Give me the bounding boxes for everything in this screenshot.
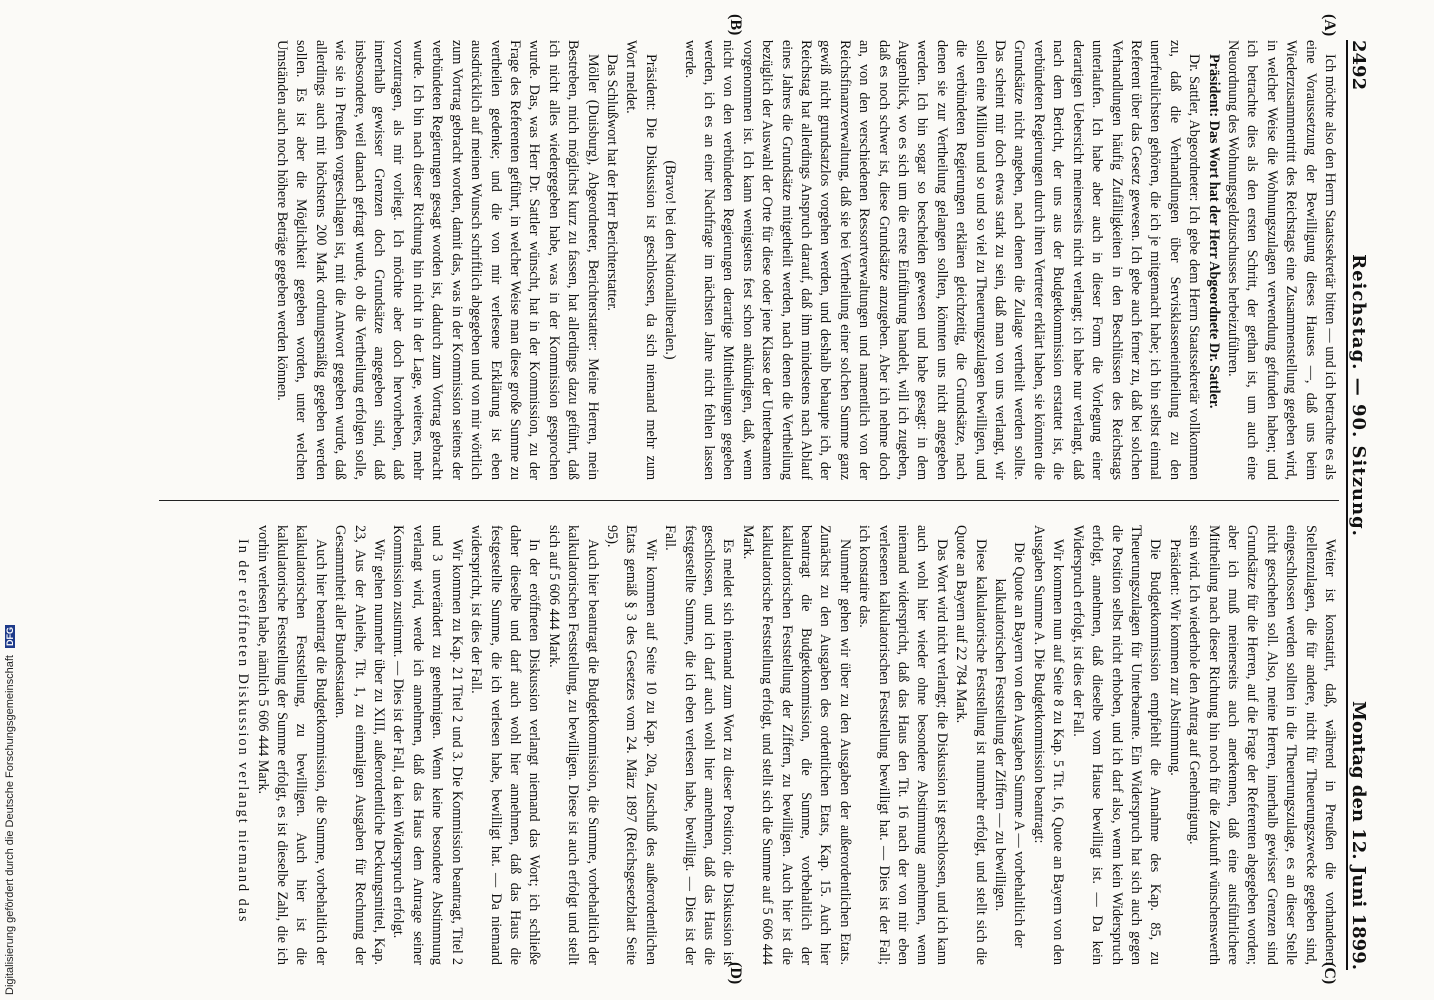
paragraph: Ich möchte also den Herrn Staatssekretär bitten — und ich betrachte es als eine Voraussetzung der Bewilligung dieses Hauses —, daß uns beim Wiederzusammentritt des Reichstags eine Zusammenstellung gegeben wird, in welcher Weise die Wohnungszulagen verwendung gefunden haben; und ich betrachte dies als den ersten Schritt, der gethan ist, um auch eine Neuordnung des Wohnungsgeldzuschusses herbeizuführen. xyxy=(1224,40,1338,480)
page-number: 2492 xyxy=(1348,40,1369,91)
paragraph: (Bravo! bei den Nationalliberalen.) xyxy=(662,160,679,360)
paragraph: Präsident: Die Diskussion ist geschlossen, da sich niemand mehr zum Wort meldet. xyxy=(623,40,659,480)
paragraph: Präsident: Das Wort hat der Herr Abgeordnete Dr. Sattler. xyxy=(1205,54,1222,409)
page-header xyxy=(1346,40,1374,970)
paragraph: Das Schlußwort hat der Herr Berichterstatter. xyxy=(603,54,620,311)
paragraph: Dr. Sattler, Abgeordneter: Ich gebe dem Herrn Staatssekretär vollkommen zu, daß die Verhandlungen über Servisklasseneintheilung zu den unerfreulichsten gehören, die ich je mitgemacht habe; ich bin selbst einmal Referent über das Gesetz gewesen. Ich gebe auch ferner zu, daß bei solchen Verhandlungen häufig Zufälligkeiten in den Beschlüssen des Reichstags unterlaufen. Ich habe aber auch in dieser Form die Vorlegung einer derartigen Uebersicht meinerseits nicht verlangt; ich habe nur verlangt, daß nach dem Bericht, der uns aus der Budgetkommission erstattet ist, die verbündeten Regierungen durch ihren Vertreter erklärt haben, sie könnten die Grundsätze nicht angeben, nach denen die Zulage vertheilt werden sollte. Das scheint mir doch etwas stark zu sein, daß man von uns verlangt, wir sollen eine Million und so und so viel zu Theuerungszulagen bewilligen, und die verbündeten Regierungen erklären gleichzeitig, die Grundsätze, nach denen sie zur Vertheilung gelangen sollten, könnten uns nicht angegeben werden. Ich bin sogar so bescheiden gewesen und habe gesagt: in dem Augenblick, wo es sich um die erste Einführung handelt, will ich zugeben, daß es noch schwer ist, diese Grundsätze anzugeben. Aber ich nehme doch an, von den verschiedenen Ressortverwaltungen und namentlich von der Reichsfinanzverwaltung, daß sie bei Vertheilung einer solchen Summe ganz gewiß nicht grundsatzlos vorgehen werden, und deshalb behaupte ich, der Reichstag hat allerdings Anspruch darauf, daß ihm mindestens nach Ablauf eines Jahres die Grundsätze mitgetheilt werden, nach denen die Vertheilung bezüglich der Auswahl der Orte für diese oder jene Klasse der Unterbeamten vorgenommen ist. Ich kann wenigstens fest schon ankündigen, daß, wenn nicht von den verbündeten Regierungen derartige Mittheilungen gegeben werden, ich es an einer Nachfrage im nächsten Jahre nicht fehlen lassen werde. xyxy=(681,40,1203,480)
paragraph: Das Wort wird nicht verlangt; die Diskussion ist geschlossen, und ich kann auch wohl hier wieder ohne besondere Abstimmung annehmen, wenn niemand widerspricht, daß das Haus den Tit. 16 nach der von mir eben verlesenen kalkulatorischen Feststellung bewilligt hat. — Dies ist der Fall; ich konstatire das. xyxy=(856,525,950,965)
dfg-logo: DFG xyxy=(5,626,15,646)
paragraph: Nunmehr gehen wir über zu den Ausgaben der außerordentlichen Etats. Zunächst zu den Ausgaben des ordentlichen Etats, Kap. 15. Auch hier beantragt die Budgetkommission, die Summe, vorbehaltlich der kalkulatorischen Feststellung der Ziffern, zu bewilligen. Auch hier ist die kalkulatorische Feststellung erfolgt, und stellt sich die Summe auf 5 606 444 Mark. xyxy=(739,525,853,965)
paragraph: Wir kommen zu Kap. 21 Titel 2 und 3. Die Kommission beantragt, Titel 2 und 3 unverändert zu genehmigen. Wenn keine besondere Abstimmung verlangt wird, werde ich annehmen, daß das Haus dem Antrage seiner Kommission zustimmt. — Dies ist der Fall, da kein Widerspruch erfolgt. xyxy=(390,525,465,965)
paragraph: Wir kommen auf Seite 10 zu Kap. 20a, Zuschuß des außerordentlichen Etats gemäß § 3 des Gesetzes vom 24. März 1897 (Reichsgesetzblatt Seite 95). xyxy=(603,525,659,965)
paragraph: Die Quote an Bayern von den Ausgaben Summe A — vorbehaltlich der kalkulatorischen Feststellung der Ziffern — zu bewilligen. xyxy=(992,542,1028,948)
margin-marker-b: (B) xyxy=(727,14,744,36)
paragraph: Wir gehen nunmehr über zu XIII, außerordentliche Deckungsmittel, Kap. 23, Aus der Anleihe, Tit. 1, zu einmaligen Ausgaben für Rechnung der Gesammtheit aller Bundesstaaten. xyxy=(332,525,388,965)
paragraph: Auch hier beantragt die Budgetkommission, die Summe, vorbehaltlich der kalkulatorischen Feststellung, zu bewilligen. Diese ist auch erfolgt und stellt sich auf 5 606 444 Mark. xyxy=(545,525,601,965)
margin-marker-a: (A) xyxy=(1321,14,1338,37)
column-divider xyxy=(159,500,1339,501)
left-column xyxy=(272,40,1339,480)
paragraph: Es meldet sich niemand zum Wort zu dieser Position; die Diskussion ist geschlossen, und ich darf auch wohl hier annehmen, daß das Haus die festgestellte Summe, die ich eben verlesen habe, bewilligt. — Dies ist der Fall. xyxy=(662,525,737,965)
digitization-credit xyxy=(4,600,20,995)
header-title: Reichstag. — 90. Sitzung. xyxy=(1348,254,1369,537)
paragraph: Wir kommen nun auf Seite 8 zu Kap. 5 Tit. 16, Quote an Bayern von den Ausgaben Summe A. Die Budgetkommission beantragt: xyxy=(1030,525,1067,965)
paragraph: In der eröffneten Diskussion verlangt niemand das xyxy=(235,539,252,924)
right-column xyxy=(233,525,1339,965)
paragraph: Auch hier beantragt die Budgetkommission, die Summe, vorbehaltlich der kalkulatorischen Feststellung, zu bewilligen. Auch hier ist die kalkulatorische Feststellung der Summe erfolgt, es ist dieselbe Zahl, die ich vorhin verlesen habe, nämlich 5 606 444 Mark. xyxy=(254,525,329,965)
paragraph: Möller (Duisburg), Abgeordneter, Berichterstatter: Meine Herren, mein Bestreben, mich möglichst kurz zu fassen, hat allerdings dazu geführt, daß ich nicht alles wiedergegeben habe, was in der Kommission gesprochen wurde. Das, was Herr Dr. Sattler wünscht, hat in der Kommission, zu der Frage des Referenten geführt, in welcher Weise man diese große Summe zu vertheilen gedenke; und die von mir verlesene Erklärung ist eben ausdrücklich auf meinen Wunsch schriftlich abgegeben und von mir wörtlich zum Vortrag gebracht worden, damit das, was in der Kommission seitens der verbündeten Regierungen gesagt worden ist, dadurch zum Vortrag gebracht wurde. Ich bin nach dieser Richtung hin nicht in der Lage, weiteres, mehr vorzutragen, als mir vorliegt. Ich möchte aber doch hervorheben, daß innerhalb gewisser Grenzen doch Grundsätze angegeben sind, daß insbesondere, weil danach gefragt wurde, ob die Vertheilung erfolgen solle, wie sie in Preußen vorgeschlagen ist, mit die Antwort gegeben wurde, daß allerdings auch mit höchstens 200 Mark ordnungsmäßig gegeben werden sollen. Es ist aber die Möglichkeit gegeben worden, unter welchen Umständen auch noch höhere Beträge gegeben werden können. xyxy=(274,40,601,480)
margin-marker-d: (D) xyxy=(727,962,744,985)
header-date: Montag den 12. Juni 1899. xyxy=(1348,701,1369,970)
paragraph: In der eröffneten Diskussion verlangt niemand das Wort; ich schließe daher dieselbe und darf auch wohl hier annehmen, daß das Haus die festgestellte Summe, die ich verlesen habe, bewilligt hat. — Da niemand widerspricht, ist dies der Fall. xyxy=(468,525,543,965)
paragraph: Präsident: Wir kommen zur Abstimmung. xyxy=(1166,539,1183,776)
paragraph: Diese kalkulatorische Feststellung ist nunmehr erfolgt, und stellt sich die Quote an Bayern auf 22 784 Mark. xyxy=(953,525,989,965)
margin-marker-c: (C) xyxy=(1321,962,1338,985)
credit-text: Digitalisierung gefördert durch die Deutsche Forschungsgemeinschaft xyxy=(4,655,16,995)
paragraph: Die Budgetkommission empfiehlt die Annahme des Kap. 85, zu Theuerungszulagen für Unterbeamte. Ein Widerspruch hat sich auch gegen die Position selbst nicht erhoben, und ich darf also, wenn kein Widerspruch erfolgt, annehmen, daß dieselbe vom Hause bewilligt ist. — Da kein Widerspruch erfolgt, ist dies der Fall. xyxy=(1069,525,1164,965)
paragraph: Weiter ist konstatirt, daß, während in Preußen die vorhandenen Stellenzulagen, die für andere, nicht für Theuerungszwecke gegeben sind, eingeschlossen werden sollten in die Theuerungszulage, es an dieser Stelle nicht geschehen soll. Also, meine Herren, innerhalb gewisser Grenzen sind Grundsätze für die Herren, auf die Frage der Referenten abgegeben worden; aber ich muß meinerseits auch anerkennen, daß eine ausführlichere Mittheilung nach dieser Richtung hin noch für die Zukunft wünschenswerth sein wird. Ich wiederhole den Antrag auf Genehmigung. xyxy=(1186,525,1338,965)
